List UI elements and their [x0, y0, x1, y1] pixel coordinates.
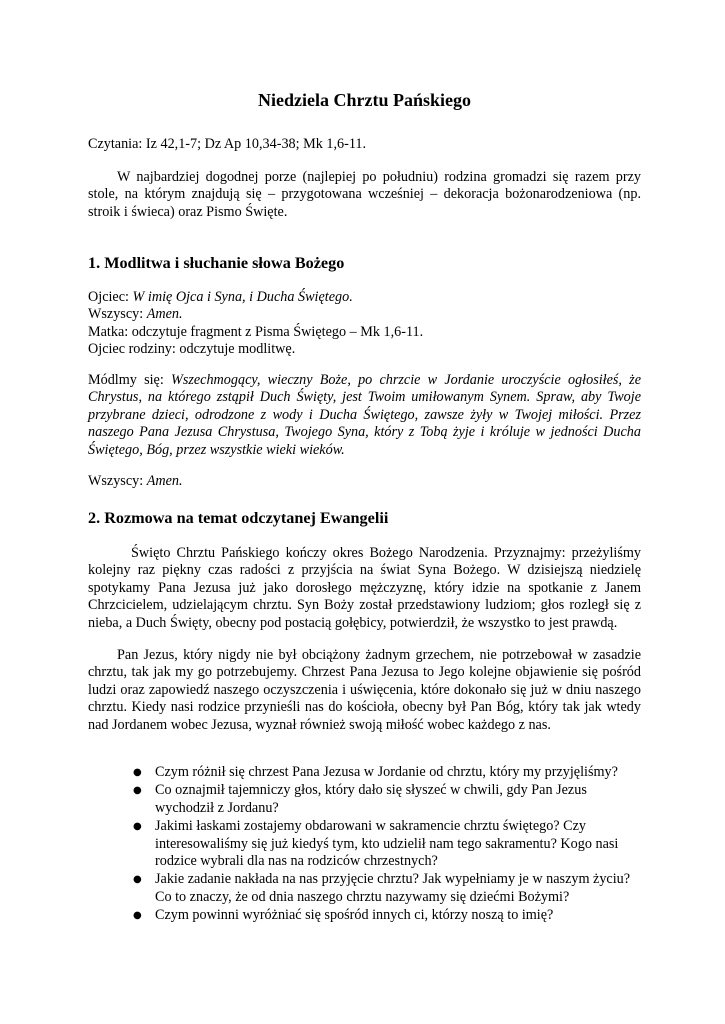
list-item: ● Co oznajmił tajemniczy głos, który dało się słyszeć w chwili, gdy Pan Jezus wychodził z Jordanu?	[133, 782, 587, 816]
bullet-icon: ●	[133, 910, 142, 922]
dialogue-line: Ojciec: W imię Ojca i Syna, i Ducha Świętego.	[88, 289, 353, 305]
readings-line: Czytania: Iz 42,1-7; Dz Ap 10,34-38; Mk 1,6-11.	[88, 136, 367, 152]
section1-heading: 1. Modlitwa i słuchanie słowa Bożego	[88, 254, 345, 272]
intro-paragraph: W najbardziej dogodnej porze (najlepiej po południu) rodzina gromadzi się razem przy stole, na którym znajdują się – przygotowana wcześniej – dekoracja bożonarodzeniowa (np. stroik i świeca) oraz Pismo Święte.	[88, 169, 641, 220]
list-item: ● Czym powinni wyróżniać się spośród innych ci, którzy noszą to imię?	[133, 907, 554, 924]
dialogue-line: Matka: odczytuje fragment z Pisma Świętego – Mk 1,6-11.	[88, 323, 424, 340]
bullet-icon: ●	[133, 785, 142, 797]
list-item: ● Jakimi łaskami zostajemy obdarowani w sakramencie chrztu świętego? Czy interesowaliśmy się już kiedyś tym, kto udzielił nam tego sakramentu? Kogo nasi rodzice wybrali dla nas na rodziców chrzestnych?	[133, 818, 619, 870]
section2-heading: 2. Rozmowa na temat odczytanej Ewangelii	[88, 509, 389, 527]
page-title: Niedziela Chrztu Pańskiego	[258, 90, 471, 110]
closing-line: Wszyscy: Amen.	[88, 473, 183, 489]
gospel-paragraph-1: Święto Chrztu Pańskiego kończy okres Bożego Narodzenia. Przyznajmy: przeżyliśmy kolejny raz piękny czas radości z przyjścia na świat Syna Bożego. W dzisiejszą niedzielę spotykamy Pana Jezusa już jako dorosłego mężczyznę, który idzie na spotkanie z Janem Chrzcicielem, udzielającym chrztu. Syn Boży został przedstawiony ludziom; głos rozległ się z nieba, a Duch Święty, obecny pod postacią gołębicy, potwierdził, że wszystko to jest prawdą.	[88, 545, 641, 631]
bullet-icon: ●	[133, 821, 142, 833]
gospel-paragraph-2: Pan Jezus, który nigdy nie był obciążony żadnym grzechem, nie potrzebował w zasadzie chrztu, tak jak my go potrzebujemy. Chrzest Pana Jezusa to Jego kolejne objawienie się pośród ludzi oraz zapowiedź naszego oczyszczenia i uświęcenia, które dokonało się już w dniu naszego chrztu. Kiedy nasi rodzice przynieśli nas do kościoła, obecny był Pan Bóg, który tak jak wtedy nad Jordanem wobec Jezusa, wyznał również swoją miłość wobec każdego z nas.	[88, 647, 641, 733]
questions-list	[88, 764, 641, 926]
dialogue-line: Wszyscy: Amen.	[88, 306, 183, 323]
dialogue-line: Ojciec rodziny: odczytuje modlitwę.	[88, 341, 296, 358]
dialogue-block	[88, 289, 641, 359]
list-item: ● Czym różnił się chrzest Pana Jezusa w Jordanie od chrztu, który my przyjęliśmy?	[133, 764, 618, 780]
list-item: ● Jakie zadanie nakłada na nas przyjęcie chrztu? Jak wypełniamy je w naszym życiu? Co to znaczy, że od dnia naszego chrztu nazywamy się dziećmi Bożymi?	[133, 871, 631, 905]
bullet-icon: ●	[133, 767, 142, 778]
bullet-icon: ●	[133, 874, 142, 886]
prayer-paragraph: Módlmy się: Wszechmogący, wieczny Boże, po chrzcie w Jordanie uroczyście ogłosiłeś, że Chrystus, na którego zstąpił Duch Święty, jest Twoim umiłowanym Synem. Spraw, aby Twoje przybrane dzieci, odrodzone z wody i Ducha Świętego, zawsze żyły w Twojej miłości. Przez naszego Pana Jezusa Chrystusa, Twojego Syna, który z Tobą żyje i króluje w jedności Ducha Świętego, Bóg, przez wszystkie wieki wieków.	[88, 372, 642, 458]
